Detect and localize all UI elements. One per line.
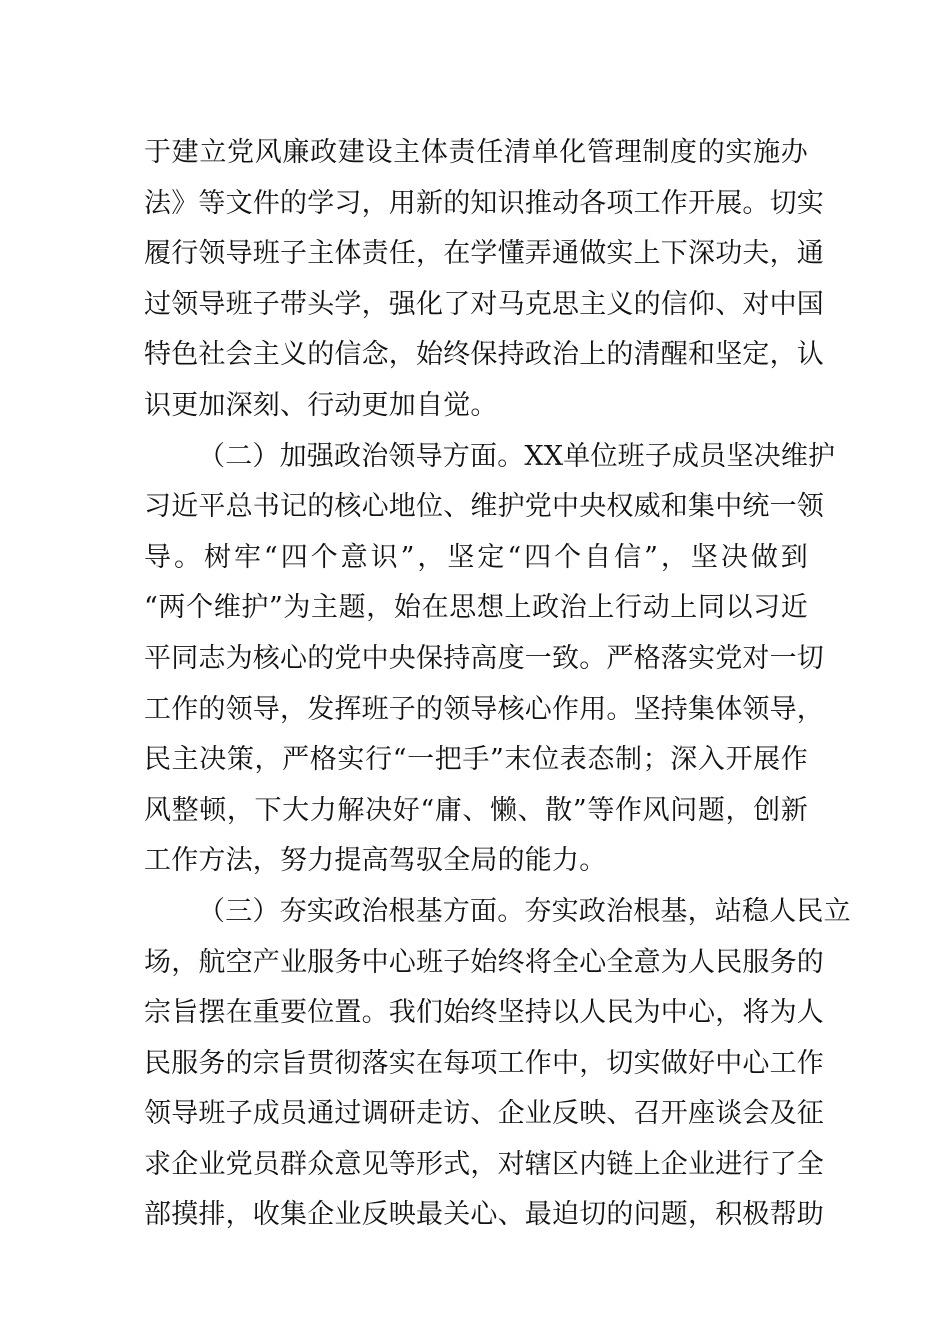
text-line: 风整顿，下大力解决好“庸、懒、散”等作风问题，创新 bbox=[144, 794, 808, 826]
text-line: 部摸排，收集企业反映最关心、最迫切的问题，积极帮助 bbox=[144, 1199, 824, 1231]
text-line: 于建立党风廉政建设主体责任清单化管理制度的实施办 bbox=[144, 137, 808, 168]
text-line: 民服务的宗旨贯彻落实在每项工作中，切实做好中心工作 bbox=[144, 1047, 824, 1079]
text-line: 法》等文件的学习，用新的知识推动各项工作开展。切实 bbox=[144, 187, 824, 219]
text-line: 领导班子成员通过调研走访、企业反映、召开座谈会及征 bbox=[144, 1098, 824, 1130]
text-line: 平同志为核心的党中央保持高度一致。严格落实党对一切 bbox=[144, 642, 824, 674]
text-line: “两个维护”为主题，始在思想上政治上行动上同以习近 bbox=[144, 592, 808, 624]
text-line: 宗旨摆在重要位置。我们始终坚持以人民为中心，将为人 bbox=[144, 997, 824, 1029]
text-line: 求企业党员群众意见等形式，对辖区内链上企业进行了全 bbox=[144, 1148, 824, 1180]
section-heading-line: （三）夯实政治根基方面。夯实政治根基，站稳人民立 bbox=[198, 895, 851, 927]
text-line: 工作方法，努力提高驾驭全局的能力。 bbox=[144, 845, 607, 877]
text-line: 特色社会主义的信念，始终保持政治上的清醒和坚定，认 bbox=[144, 339, 824, 371]
document-body bbox=[144, 128, 851, 1241]
text-line: 民主决策，严格实行“一把手”末位表态制；深入开展作 bbox=[144, 744, 808, 776]
text-line: 导。树牢“四个意识”，坚定“四个自信”，坚决做到 bbox=[144, 541, 808, 573]
text-line: 识更加深刻、行动更加自觉。 bbox=[144, 389, 498, 421]
text-line: 过领导班子带头学，强化了对马克思主义的信仰、对中国 bbox=[144, 288, 824, 320]
text-line: 场，航空产业服务中心班子始终将全心全意为人民服务的 bbox=[144, 946, 824, 978]
text-line: 工作的领导，发挥班子的领导核心作用。坚持集体领导， bbox=[144, 693, 824, 725]
text-line: 习近平总书记的核心地位、维护党中央权威和集中统一领 bbox=[144, 491, 824, 523]
section-heading-line: （二）加强政治领导方面。XX单位班子成员坚决维护 bbox=[198, 440, 836, 472]
text-line: 履行领导班子主体责任，在学懂弄通做实上下深功夫，通 bbox=[144, 238, 824, 270]
